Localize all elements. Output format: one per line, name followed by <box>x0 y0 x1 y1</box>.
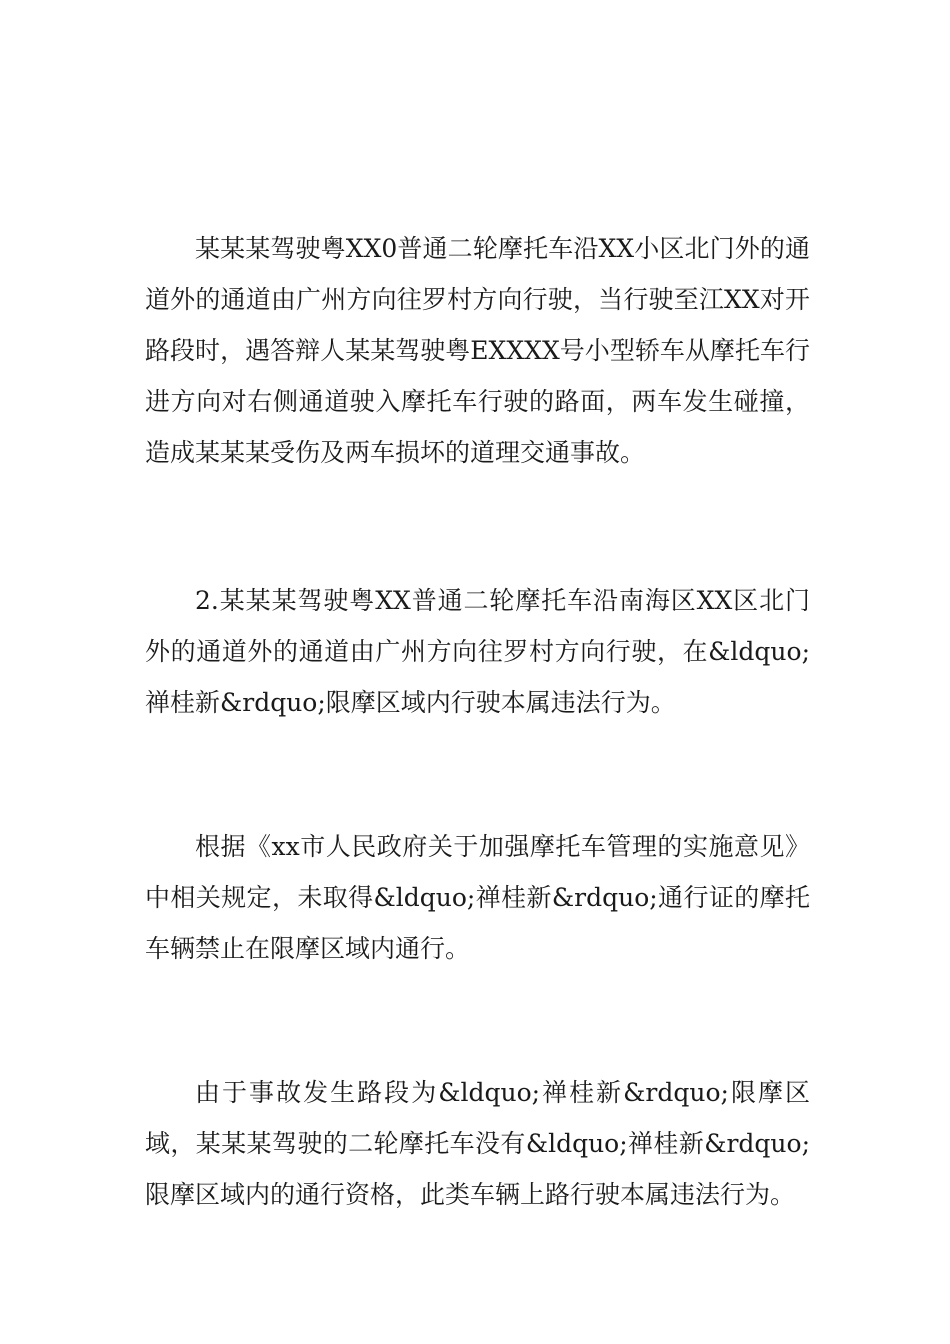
paragraph-regulation-basis: 根据《xx市人民政府关于加强摩托车管理的实施意见》中相关规定，未取得&ldquo;禅桂新&rdquo;通行证的摩托车辆禁止在限摩区域内通行。 <box>145 832 810 963</box>
paragraph-conclusion: 由于事故发生路段为&ldquo;禅桂新&rdquo;限摩区域，某某某驾驶的二轮摩托车没有&ldquo;禅桂新&rdquo;限摩区域内的通行资格，此类车辆上路行驶本属违法行为。 <box>145 1078 810 1209</box>
paragraph-violation-point-2: 2.某某某驾驶粤XX普通二轮摩托车沿南海区XX区北门外的通道外的通道由广州方向往罗村方向行驶，在&ldquo;禅桂新&rdquo;限摩区域内行驶本属违法行为。 <box>145 586 810 717</box>
paragraph-accident-description: 某某某驾驶粤XX0普通二轮摩托车沿XX小区北门外的通道外的通道由广州方向往罗村方向行驶，当行驶至江XX对开路段时，遇答辩人某某驾驶粤EXXXX号小型轿车从摩托车行进方向对右侧通道驶入摩托车行驶的路面，两车发生碰撞，造成某某某受伤及两车损坏的道理交通事故。 <box>145 234 810 467</box>
